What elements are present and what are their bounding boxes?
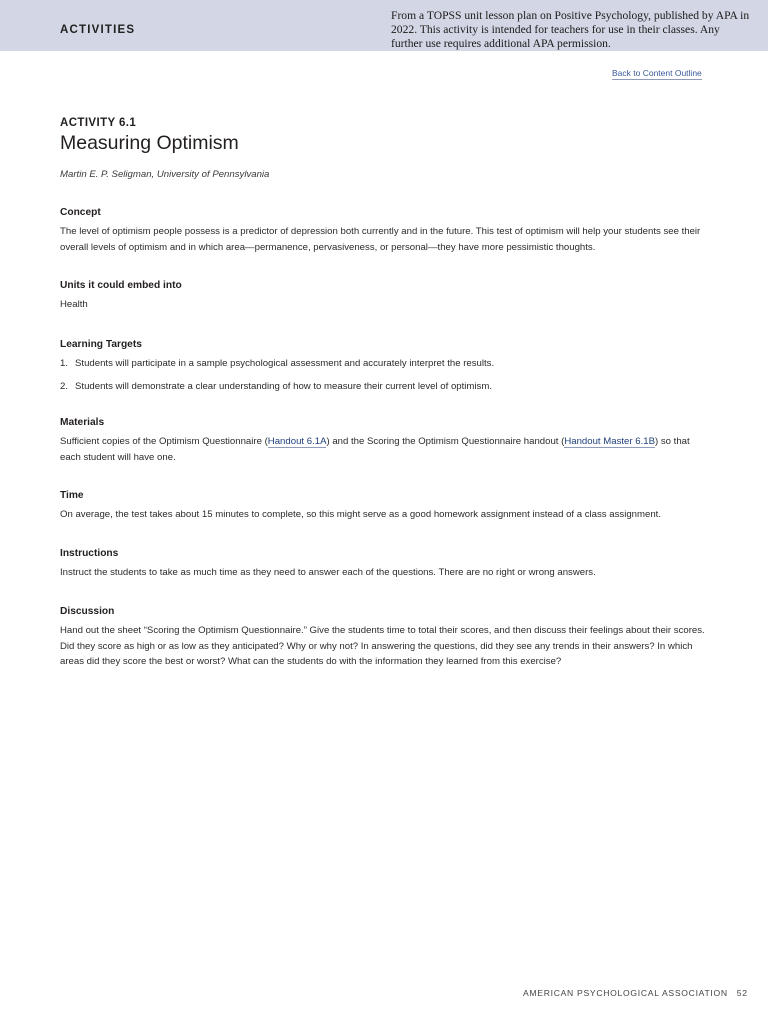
units-text: Health [60,299,88,310]
list-item [60,356,705,371]
learning-targets-heading: Learning Targets [60,339,142,350]
units-section [60,280,705,313]
footer-organization: AMERICAN PSYCHOLOGICAL ASSOCIATION [523,988,728,998]
list-item-number: 2. [60,381,69,392]
list-item [60,379,705,394]
page-footer [523,988,748,998]
back-to-content-outline-link[interactable]: Back to Content Outline [612,68,702,78]
list-item-number: 1. [60,358,69,369]
page-title: Measuring Optimism [60,132,239,154]
handout-6-1a-link[interactable]: Handout 6.1A [267,436,327,447]
learning-targets-section [60,339,705,402]
list-item-text: Students will participate in a sample psychological assessment and accurately interpret the results. [75,358,495,369]
materials-heading: Materials [60,417,105,428]
section-label: ACTIVITIES [60,24,136,36]
materials-text-part: ) so that each student will have one. [60,436,690,463]
discussion-section [60,606,705,670]
learning-targets-list [60,356,705,394]
handout-master-6-1b-link[interactable]: Handout Master 6.1B [564,436,655,447]
concept-text: The level of optimism people possess is a predictor of depression both currently and in the future. This test of optimism will help your students see their overall levels of optimism and in which area—permanence, pervasiveness, or personal—they have more pessimistic thoughts. [60,226,701,253]
permission-notice: From a TOPSS unit lesson plan on Positive Psychology, published by APA in 2022. This activity is intended for teachers for use in their classes. Any further use requires additional APA permission. [391,9,750,50]
instructions-heading: Instructions [60,548,119,559]
time-heading: Time [60,490,84,501]
units-heading: Units it could embed into [60,280,182,291]
time-section [60,490,705,523]
discussion-text: Hand out the sheet “Scoring the Optimism Questionnaire.” Give the students time to total their scores, and then discuss their feelings about their scores. Did they score as high or as low as they anticipated? Why or why not? In answering the questions, did they see any trends in their answers? In which areas did they score the best or worst? What can the students do with the information they learned from this exercise? [60,625,705,667]
page-number: 52 [736,988,748,998]
header-band [0,0,768,51]
materials-section [60,417,705,465]
instructions-section [60,548,705,581]
time-text: On average, the test takes about 15 minutes to complete, so this might serve as a good homework assignment instead of a class assignment. [60,509,661,520]
instructions-text: Instruct the students to take as much time as they need to answer each of the questions. There are no right or wrong answers. [60,567,596,578]
list-item-text: Students will demonstrate a clear understanding of how to measure their current level of optimism. [75,381,493,392]
materials-text-part: ) and the Scoring the Optimism Questionnaire handout ( [326,436,565,447]
activity-number: ACTIVITY 6.1 [60,117,137,129]
concept-heading: Concept [60,207,101,218]
discussion-heading: Discussion [60,606,115,617]
author-credit: Martin E. P. Seligman, University of Pennsylvania [60,169,270,180]
concept-section [60,207,705,255]
materials-text-part: Sufficient copies of the Optimism Questionnaire ( [60,436,268,447]
materials-text [60,434,705,465]
